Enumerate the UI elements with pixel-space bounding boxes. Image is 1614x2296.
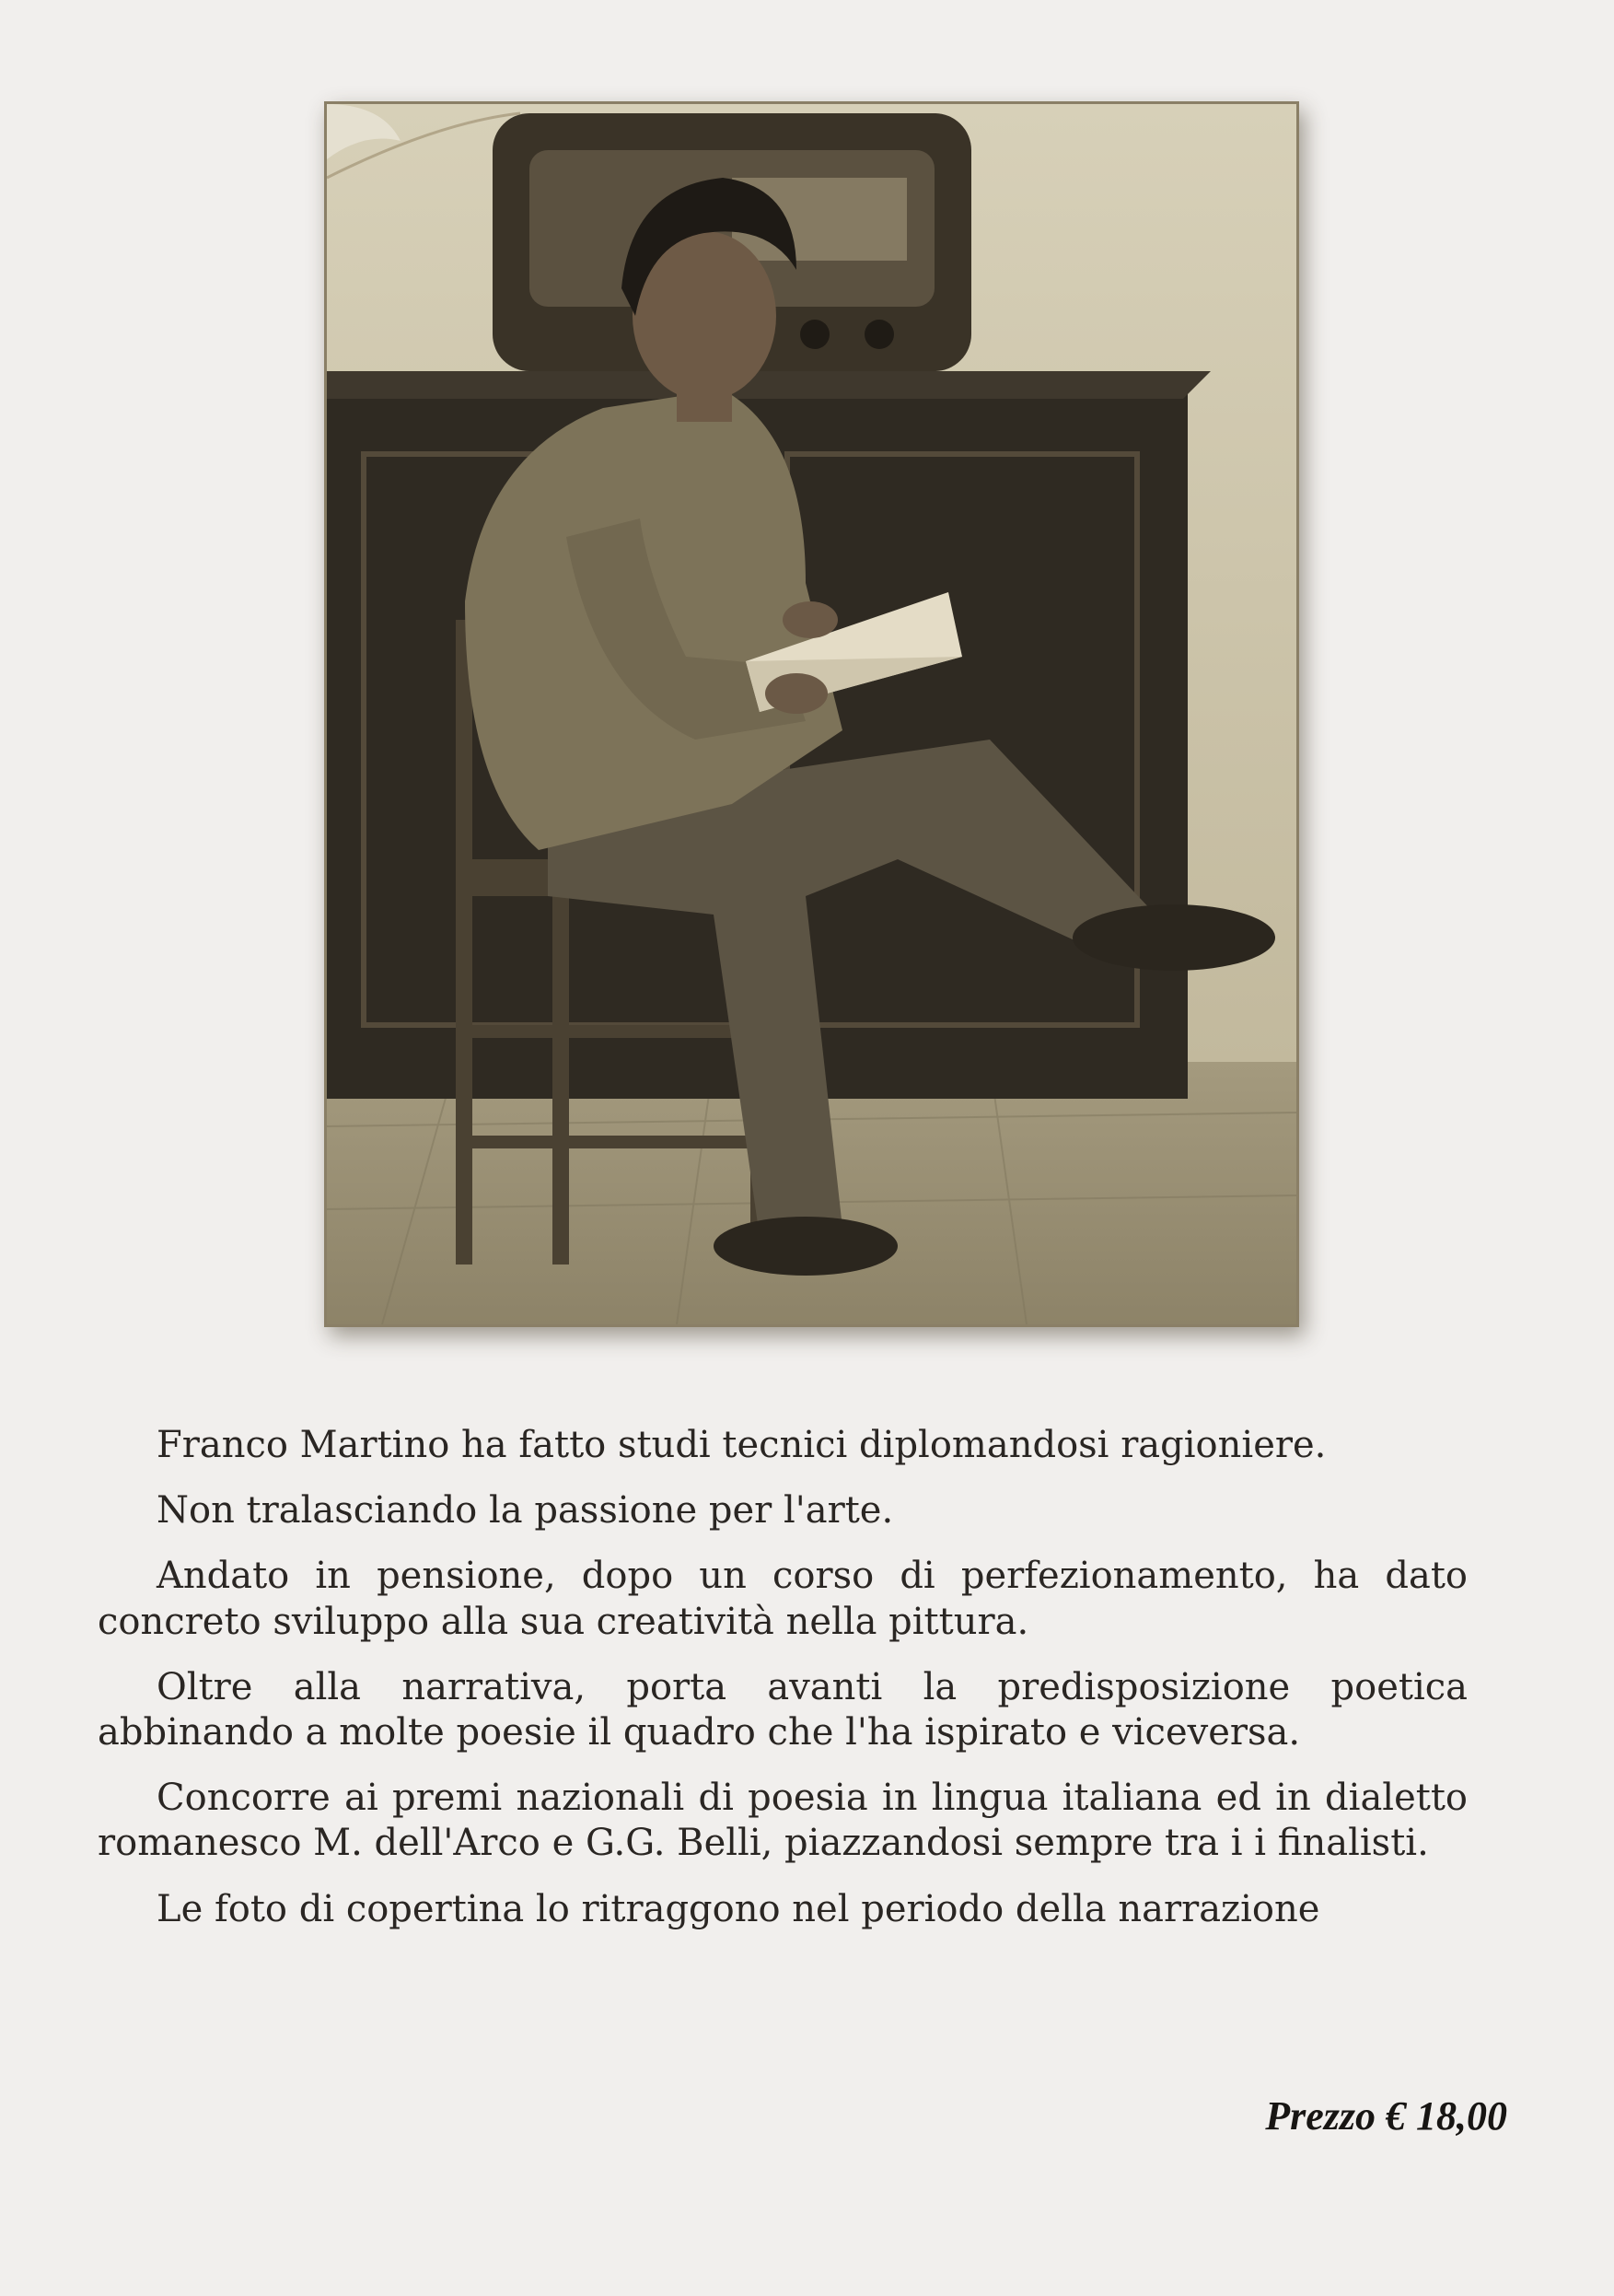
bio-paragraph: Non tralasciando la passione per l'arte. xyxy=(157,1489,894,1533)
vintage-portrait-photo xyxy=(324,101,1299,1327)
photo-illustration xyxy=(327,104,1296,1324)
price-label: Prezzo € 18,00 xyxy=(1265,2093,1507,2139)
bio-paragraph: Franco Martino ha fatto studi tecnici diplomandosi ragioniere. xyxy=(157,1424,1327,1466)
bio-paragraph: Oltre alla narrativa, porta avanti la predisposizione poetica abbinando a molte poesie il quadro che l'ha ispirato e viceversa. xyxy=(98,1665,1468,1754)
author-bio xyxy=(98,1423,1468,1952)
bio-paragraph: Andato in pensione, dopo un corso di perfezionamento, ha dato concreto sviluppo alla sua creatività nella pittura. xyxy=(98,1555,1468,1643)
bio-paragraph: Concorre ai premi nazionali di poesia in lingua italiana ed in dialetto romanesco M. dell'Arco e G.G. Belli, piazzandosi sempre tra i i finalisti. xyxy=(98,1777,1468,1865)
bio-paragraph: Le foto di copertina lo ritraggono nel periodo della narrazione xyxy=(157,1887,1320,1930)
